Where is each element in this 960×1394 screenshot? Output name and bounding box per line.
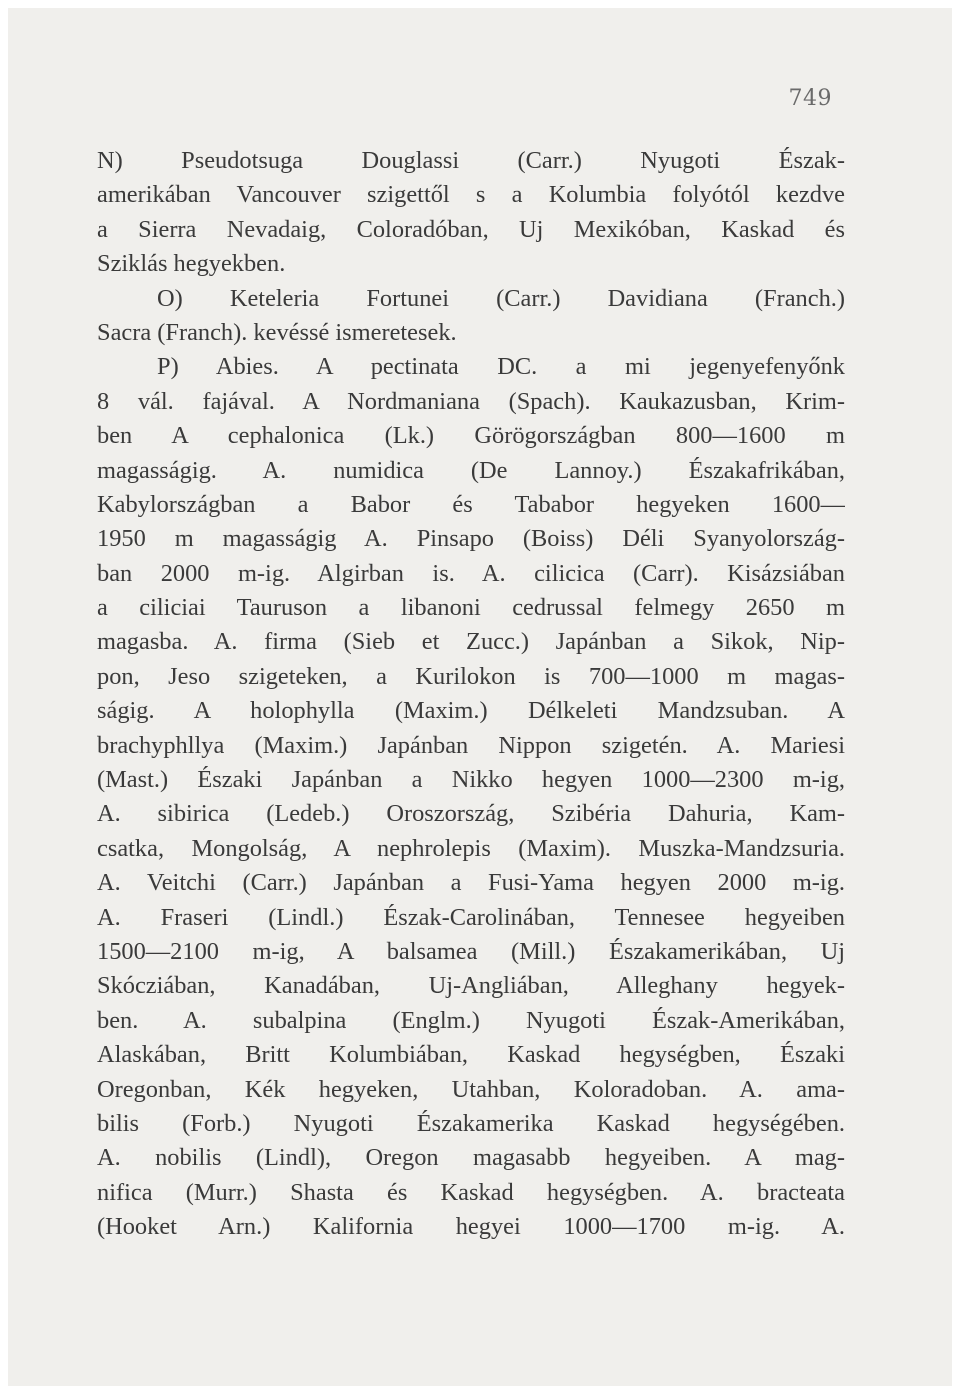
text-line: ságig. A holophylla (Maxim.) Délkeleti Mandzsuban. A xyxy=(97,697,845,725)
text-line: pon, Jeso szigeteken, a Kurilokon is 700—1000 m magas- xyxy=(97,662,845,690)
text-line: 8 vál. fajával. A Nordmaniana (Spach). Kaukazusban, Krim- xyxy=(97,387,845,415)
text-line: (Mast.) Északi Japánban a Nikko hegyen 1000—2300 m-ig, xyxy=(97,766,845,794)
text-line: O) Keteleria Fortunei (Carr.) Davidiana (Franch.) xyxy=(157,284,845,312)
text-line: Sacra (Franch). kevéssé ismeretesek. xyxy=(97,318,457,346)
text-line: A. Fraseri (Lindl.) Észak-Carolinában, Tennesee hegyeiben xyxy=(97,903,845,931)
text-line: 1950 m magasságig A. Pinsapo (Boiss) Déli Syanyolország- xyxy=(97,525,845,553)
text-line: ben. A. subalpina (Englm.) Nyugoti Észak-Amerikában, xyxy=(97,1006,845,1034)
text-line: csatka, Mongolság, A nephrolepis (Maxim). Muszka-Mandzsuria. xyxy=(97,834,845,862)
text-line: N) Pseudotsuga Douglassi (Carr.) Nyugoti Észak- xyxy=(97,147,845,174)
text-line: bilis (Forb.) Nyugoti Északamerika Kaskad hegységében. xyxy=(97,1109,845,1137)
body-text xyxy=(97,144,845,1245)
text-line: ben A cephalonica (Lk.) Görögországban 800—1600 m xyxy=(97,422,845,450)
text-line: Alaskában, Britt Kolumbiában, Kaskad hegységben, Északi xyxy=(97,1041,845,1069)
text-line: magasba. A. firma (Sieb et Zucc.) Japánban a Sikok, Nip- xyxy=(97,628,845,656)
text-line: nifica (Murr.) Shasta és Kaskad hegységben. A. bracteata xyxy=(97,1178,845,1206)
scanned-page xyxy=(8,8,952,1386)
text-line: amerikában Vancouver szigettől s a Kolumbia folyótól kezdve xyxy=(97,181,845,209)
text-line: A. Veitchi (Carr.) Japánban a Fusi-Yama hegyen 2000 m-ig. xyxy=(97,869,845,897)
text-line: A. sibirica (Ledeb.) Oroszország, Szibéria Dahuria, Kam- xyxy=(97,800,845,828)
text-line: A. nobilis (Lindl), Oregon magasabb hegyeiben. A mag- xyxy=(97,1144,845,1172)
text-line: Skócziában, Kanadában, Uj-Angliában, Alleghany hegyek- xyxy=(97,972,845,1000)
text-line: Oregonban, Kék hegyeken, Utahban, Koloradoban. A. ama- xyxy=(97,1075,845,1103)
text-line: brachyphllya (Maxim.) Japánban Nippon szigetén. A. Mariesi xyxy=(97,731,845,759)
text-line: Kabylországban a Babor és Tababor hegyeken 1600— xyxy=(97,490,845,518)
text-line: (Hooket Arn.) Kalifornia hegyei 1000—1700 m-ig. A. xyxy=(97,1213,845,1241)
text-line: ban 2000 m-ig. Algirban is. A. cilicica (Carr). Kisázsiában xyxy=(97,559,845,587)
text-line: magasságig. A. numidica (De Lannoy.) Északafrikában, xyxy=(97,456,845,484)
text-line: P) Abies. A pectinata DC. a mi jegenyefenyőnk xyxy=(157,353,845,381)
text-line: Sziklás hegyekben. xyxy=(97,250,286,278)
text-line: a ciliciai Tauruson a libanoni cedrussal felmegy 2650 m xyxy=(97,594,845,622)
text-line: a Sierra Nevadaig, Coloradóban, Uj Mexikóban, Kaskad és xyxy=(97,215,845,243)
text-line: 1500—2100 m-ig, A balsamea (Mill.) Északamerikában, Uj xyxy=(97,937,845,965)
page-number: 749 xyxy=(788,86,832,111)
